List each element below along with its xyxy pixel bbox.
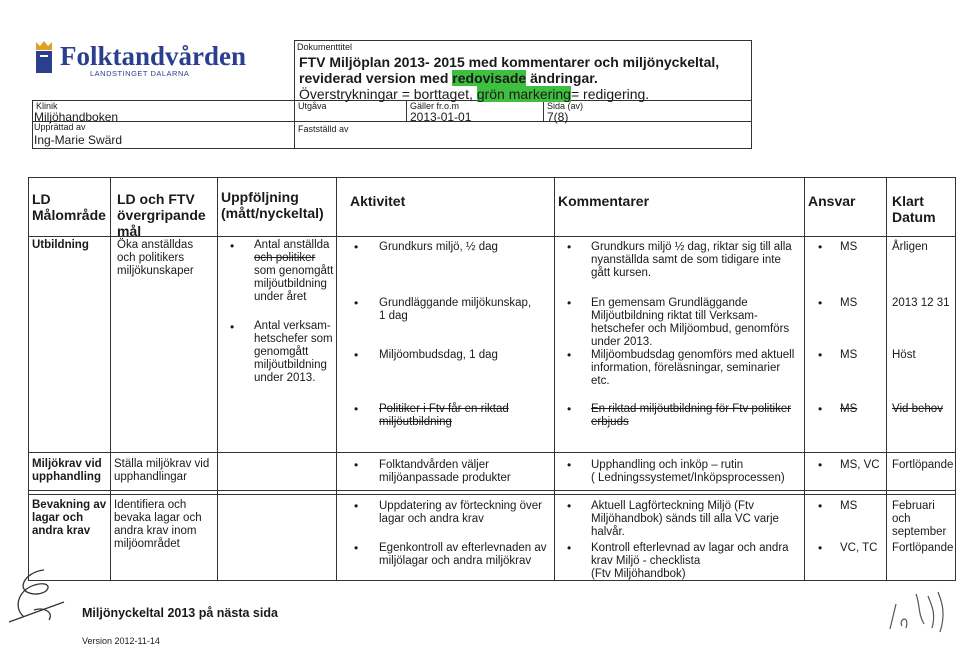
handwritten-note-icon bbox=[880, 584, 952, 644]
bullet: • bbox=[818, 296, 823, 310]
galler-value: 2013-01-01 bbox=[410, 110, 472, 124]
ansvar-lagforteckning: MS bbox=[840, 500, 858, 512]
sida-value: 7(8) bbox=[547, 110, 569, 124]
next-page-note: Miljönyckeltal 2013 på nästa sida bbox=[82, 606, 278, 620]
activity-grundkurs: Grundkurs miljö, ½ dag bbox=[379, 241, 498, 253]
col-header-ansvar: Ansvar bbox=[808, 193, 856, 209]
date-grundkurs: Årligen bbox=[892, 241, 928, 253]
galler-label: Gäller fr.o.m bbox=[410, 101, 460, 111]
bullet: • bbox=[567, 458, 572, 472]
doc-title-label: Dokumenttitel bbox=[297, 42, 353, 52]
comment-kontroll: Kontroll efterlevnad av lagar och andra krav Miljö - checklista (Ftv Miljöhandbok) bbox=[591, 542, 789, 580]
upprattad-value: Ing-Marie Swärd bbox=[34, 133, 123, 147]
activity-egenkontroll: Egenkontroll av efterlevnaden av miljölagar och andra miljökrav bbox=[379, 542, 547, 567]
bullet: • bbox=[818, 348, 823, 362]
col-header-overgripande-mal: LD och FTV övergripande mål bbox=[117, 191, 206, 239]
date-grundlaggande: 2013 12 31 bbox=[892, 297, 950, 309]
bullet: • bbox=[230, 320, 235, 334]
logo-text: Folktandvården bbox=[60, 41, 247, 71]
activity-folktandvarden: Folktandvården väljer miljöanpassade produkter bbox=[379, 459, 511, 484]
logo-subtext: LANDSTINGET DALARNA bbox=[90, 69, 190, 78]
activity-politiker-struck: Politiker i Ftv får en riktad miljöutbildning bbox=[379, 403, 509, 428]
sida-label: Sida (av) bbox=[547, 101, 584, 111]
row-miljokrav-area: Miljökrav vid upphandling bbox=[32, 458, 102, 483]
faststalld-label: Fastställd av bbox=[298, 124, 349, 134]
bullet: • bbox=[567, 296, 572, 310]
col-header-klart-datum: Klart Datum bbox=[892, 193, 936, 225]
ansvar-grundlaggande: MS bbox=[840, 297, 858, 309]
upprattad-label: Upprättad av bbox=[34, 122, 86, 132]
activity-grundlaggande: Grundläggande miljökunskap, 1 dag bbox=[379, 297, 532, 322]
row-utbildning-area: Utbildning bbox=[32, 239, 89, 251]
logo bbox=[34, 40, 54, 74]
bullet: • bbox=[354, 348, 359, 362]
ansvar-miljoombudsdag: MS bbox=[840, 349, 858, 361]
col-header-kommentarer: Kommentarer bbox=[558, 193, 650, 209]
bullet: • bbox=[354, 458, 359, 472]
date-upphandling: Fortlöpande bbox=[892, 459, 954, 471]
doc-title-line1: FTV Miljöplan 2013- 2015 med kommentarer och miljönyckeltal, bbox=[299, 54, 720, 70]
bullet: • bbox=[567, 499, 572, 513]
comment-grundkurs: Grundkurs miljö ½ dag, riktar sig till alla nyanställda samt de som tidigare inte gått kursen. bbox=[591, 241, 792, 279]
activity-miljoombudsdag: Miljöombudsdag, 1 dag bbox=[379, 349, 498, 361]
date-kontroll: Fortlöpande bbox=[892, 542, 954, 554]
comment-lagforteckning: Aktuell Lagförteckning Miljö (Ftv Miljöhandbok) sänds till alla VC varje halvår. bbox=[591, 500, 779, 538]
col-header-malomrade: LD Målområde bbox=[32, 191, 106, 223]
bullet: • bbox=[354, 541, 359, 555]
ansvar-kontroll: VC, TC bbox=[840, 542, 878, 554]
doc-title-line3: Överstrykningar = borttaget, grön markering= redigering. bbox=[299, 86, 650, 102]
bullet: • bbox=[818, 499, 823, 513]
comment-upphandling: Upphandling och inköp – rutin ( Ledningssystemet/Inköpsprocessen) bbox=[591, 459, 785, 484]
row-utbildning-followup-2: Antal verksam- hetschefer som genomgått miljöutbildning under 2013. bbox=[254, 320, 333, 384]
row-utbildning-followup-1: Antal anställda och politiker som genomgått miljöutbildning under året bbox=[254, 239, 334, 303]
bullet: • bbox=[818, 541, 823, 555]
bullet: • bbox=[567, 240, 572, 254]
comment-grundlaggande: En gemensam Grundläggande Miljöutbildning riktat till Verksam- hetschefer och Miljöombud, genomförs under 2013. bbox=[591, 297, 790, 348]
bullet: • bbox=[354, 296, 359, 310]
bullet: • bbox=[567, 541, 572, 555]
bullet: • bbox=[354, 402, 359, 416]
bullet: • bbox=[354, 240, 359, 254]
bullet: • bbox=[354, 499, 359, 513]
bullet: • bbox=[567, 348, 572, 362]
activity-uppdatering: Uppdatering av förteckning över lagar och andra krav bbox=[379, 500, 543, 525]
col-header-uppfoljning: Uppföljning (mått/nyckeltal) bbox=[221, 189, 324, 221]
comment-politiker-struck: En riktad miljöutbildning för Ftv politiker erbjuds bbox=[591, 403, 792, 428]
date-lagforteckning: Februari och september bbox=[892, 500, 947, 538]
date-miljoombudsdag: Höst bbox=[892, 349, 916, 361]
klinik-value: Miljöhandboken bbox=[34, 110, 119, 124]
comment-miljoombudsdag: Miljöombudsdag genomförs med aktuell information, föreläsningar, seminarier etc. bbox=[591, 349, 795, 387]
col-header-aktivitet: Aktivitet bbox=[350, 193, 406, 209]
version-label: Version 2012-11-14 bbox=[82, 636, 160, 646]
row-utbildning-goal: Öka anställdas och politikers miljökunskaper bbox=[117, 239, 194, 277]
ansvar-grundkurs: MS bbox=[840, 241, 858, 253]
row-bevakning-area: Bevakning av lagar och andra krav bbox=[32, 499, 107, 537]
ansvar-politiker-struck: MS bbox=[840, 403, 858, 415]
ansvar-upphandling: MS, VC bbox=[840, 459, 880, 471]
klinik-label: Klinik bbox=[36, 101, 58, 111]
bullet: • bbox=[818, 458, 823, 472]
doc-title-line2: reviderad version med redovisade ändringar. bbox=[299, 70, 598, 86]
bullet: • bbox=[818, 402, 823, 416]
row-miljokrav-goal: Ställa miljökrav vid upphandlingar bbox=[114, 458, 210, 483]
bullet: • bbox=[230, 239, 235, 253]
crown-shield-icon bbox=[34, 40, 54, 74]
bullet: • bbox=[818, 240, 823, 254]
signature-scribble-icon bbox=[4, 562, 74, 632]
date-politiker-struck: Vid behov bbox=[892, 403, 943, 415]
row-bevakning-goal: Identifiera och bevaka lagar och andra krav inom miljöområdet bbox=[114, 499, 202, 550]
bullet: • bbox=[567, 402, 572, 416]
utgava-label: Utgåva bbox=[298, 101, 327, 111]
